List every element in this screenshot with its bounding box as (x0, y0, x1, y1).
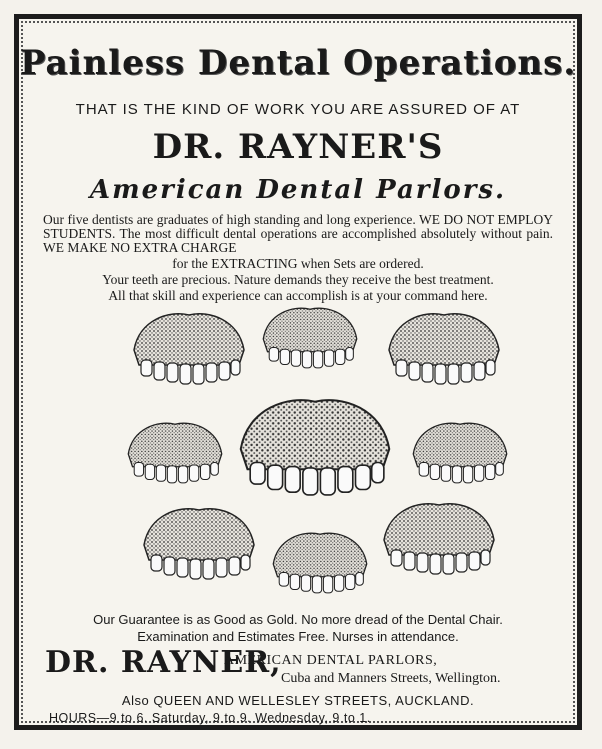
signature: DR. RAYNER, (45, 645, 282, 680)
hours-line: HOURS—9 to 6. Saturday, 9 to 9. Wednesday, 9 to 1. (49, 711, 371, 725)
denture-top-center (263, 308, 357, 368)
guarantee-block (19, 611, 577, 645)
examination-line: Examination and Estimates Free. Nurses in attendance. (137, 629, 459, 644)
denture-bottom-right (384, 504, 494, 574)
advertisement-frame (14, 14, 582, 730)
body-text (43, 213, 553, 305)
guarantee-line: Our Guarantee is as Good as Gold. No more dread of the Dental Chair. (93, 612, 503, 627)
address-line1: AMERICAN DENTAL PARLORS, (224, 653, 438, 668)
denture-center (241, 400, 390, 495)
tagline: THAT IS THE KIND OF WORK YOU ARE ASSURED OF AT (75, 101, 521, 118)
denture-mid-left (128, 423, 222, 483)
paragraph-credentials: Our five dentists are graduates of high standing and long experience. WE DO NOT EMPLOY STUDENTS. The most difficult dental operations are accomplished absolutely without pain. WE MAKE NO EXTRA CHARGE (43, 212, 553, 255)
also-line: Also QUEEN AND WELLESLEY STREETS, AUCKLAND. (121, 693, 475, 708)
denture-mid-right (413, 423, 507, 483)
paragraph-skill: All that skill and experience can accomplish is at your command here. (108, 288, 488, 303)
parlors-title: American Dental Parlors. (89, 175, 507, 205)
denture-top-left (134, 314, 244, 384)
paragraph-extracting: for the EXTRACTING when Sets are ordered. (172, 256, 424, 271)
denture-top-right (389, 314, 499, 384)
dentures-illustration (119, 305, 519, 609)
paragraph-precious: Your teeth are precious. Nature demands they receive the best treatment. (102, 272, 494, 287)
denture-bottom-center (273, 533, 367, 593)
doctor-name: DR. RAYNER'S (152, 127, 444, 167)
address-line2: Cuba and Manners Streets, Wellington. (281, 671, 501, 686)
headline: Painless Dental Operations. (19, 43, 577, 83)
denture-bottom-left (144, 509, 254, 579)
